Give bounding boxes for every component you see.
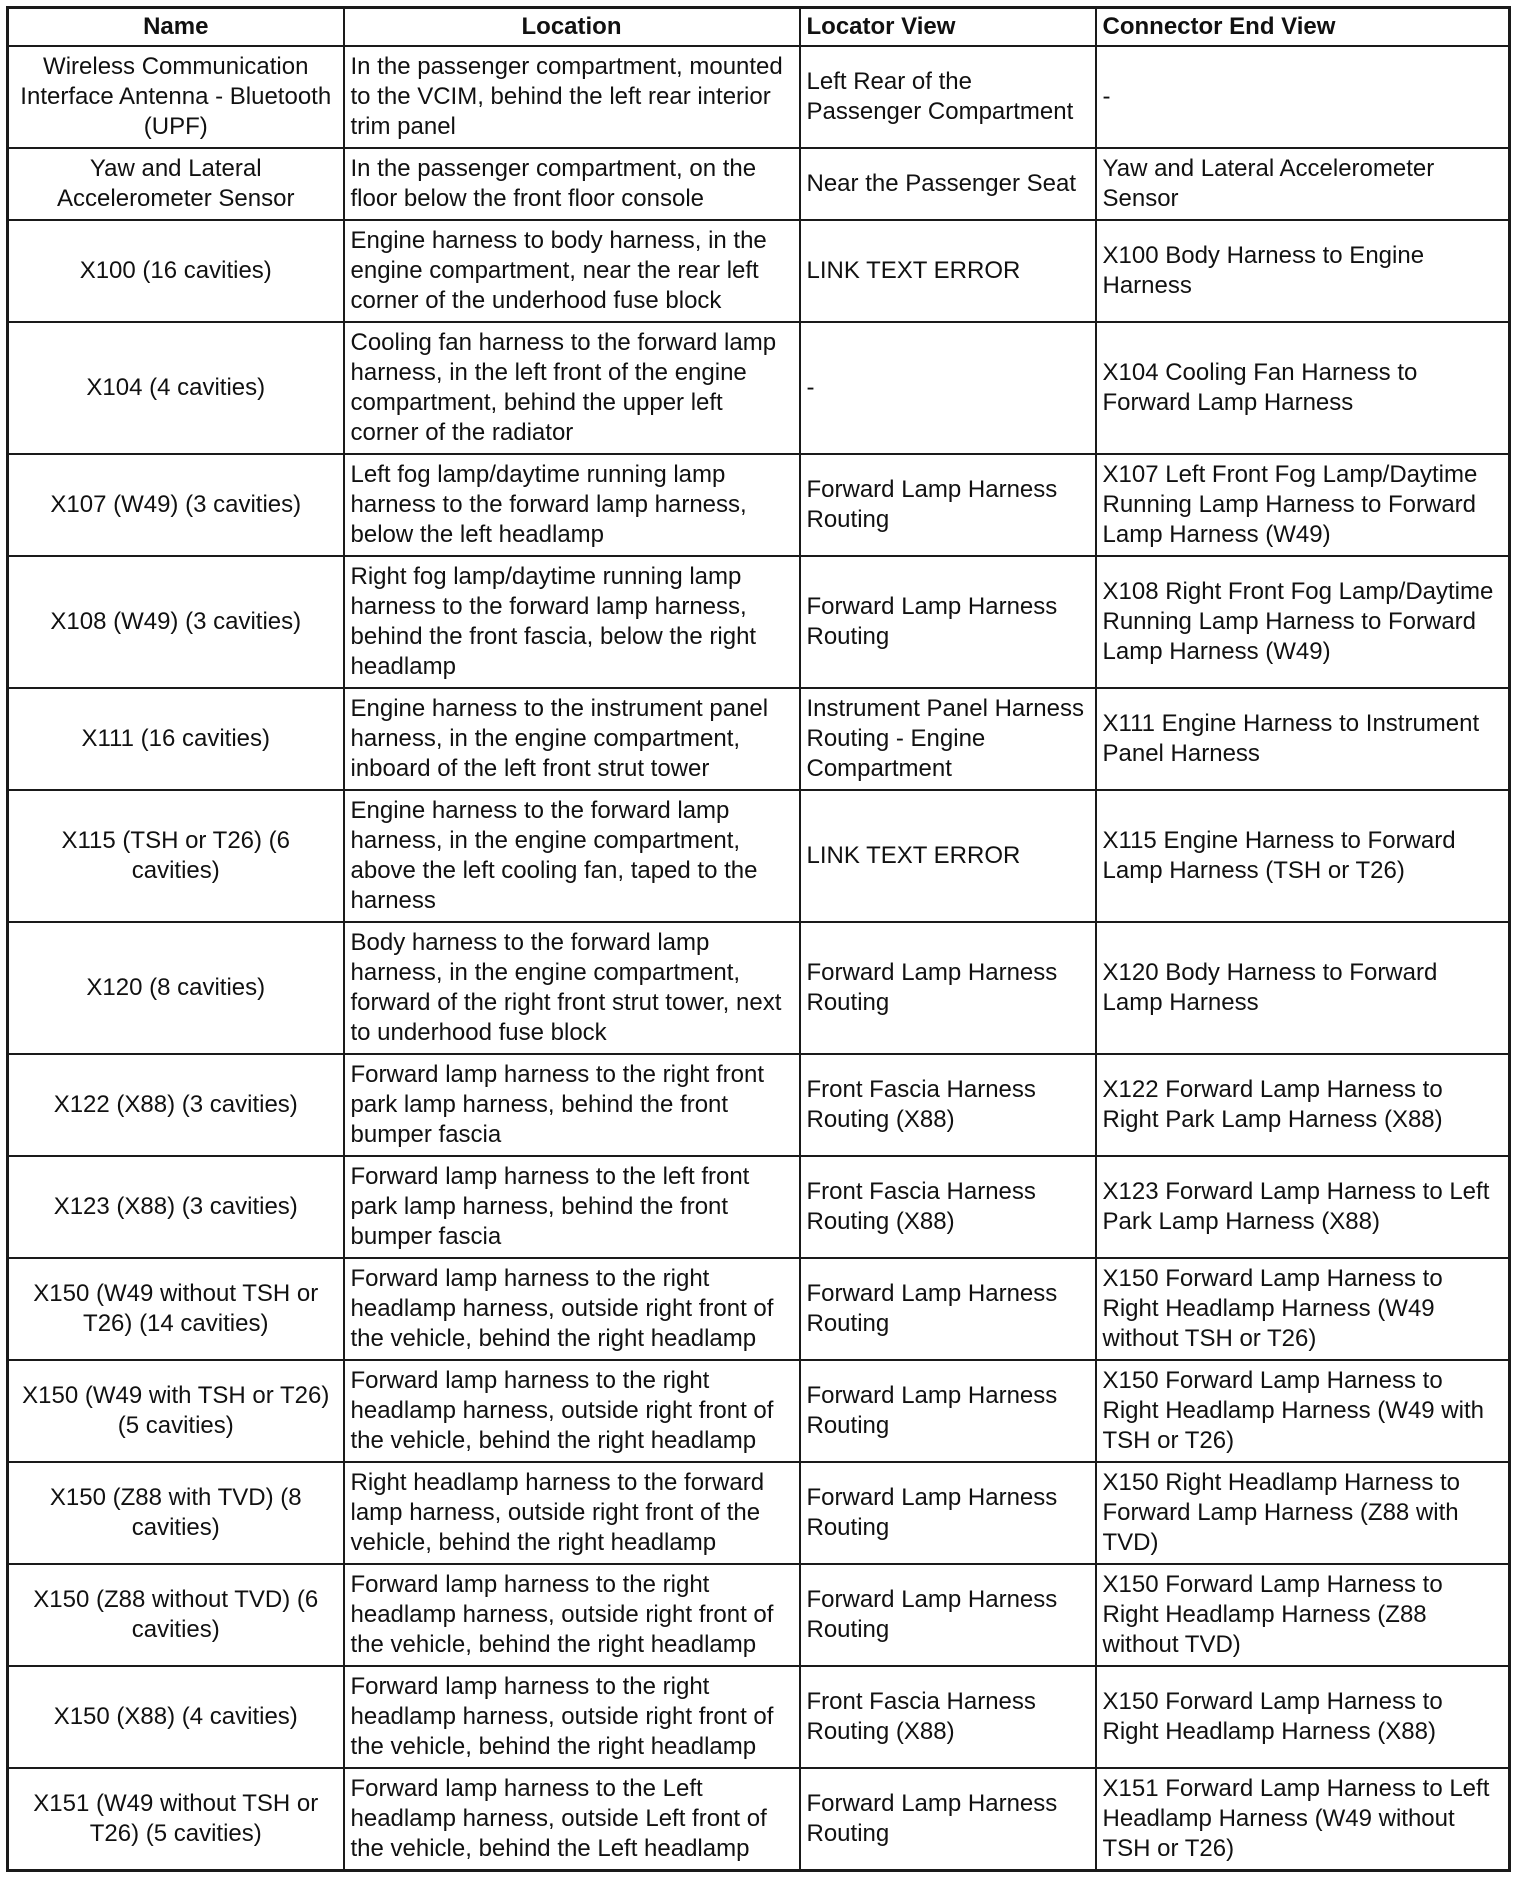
cell-connector-end-view: X100 Body Harness to Engine Harness [1096, 220, 1510, 322]
table-row [8, 1666, 1510, 1768]
cell-location: In the passenger compartment, on the floor below the front floor console [344, 148, 800, 220]
cell-locator-view: Forward Lamp Harness Routing [800, 1462, 1096, 1564]
cell-name: X150 (W49 without TSH or T26) (14 cavities) [8, 1258, 344, 1360]
cell-locator-view: Near the Passenger Seat [800, 148, 1096, 220]
cell-location: Forward lamp harness to the right headlamp harness, outside right front of the vehicle, behind the right headlamp [344, 1360, 800, 1462]
cell-connector-end-view: X151 Forward Lamp Harness to Left Headlamp Harness (W49 without TSH or T26) [1096, 1768, 1510, 1870]
cell-locator-view: LINK TEXT ERROR [800, 220, 1096, 322]
table-row [8, 454, 1510, 556]
table-row [8, 1564, 1510, 1666]
cell-location: Engine harness to the instrument panel harness, in the engine compartment, inboard of the left front strut tower [344, 688, 800, 790]
cell-location: Forward lamp harness to the right headlamp harness, outside right front of the vehicle, behind the right headlamp [344, 1258, 800, 1360]
table-row [8, 1054, 1510, 1156]
cell-connector-end-view: X111 Engine Harness to Instrument Panel Harness [1096, 688, 1510, 790]
cell-locator-view: Forward Lamp Harness Routing [800, 922, 1096, 1054]
cell-name: X150 (X88) (4 cavities) [8, 1666, 344, 1768]
cell-locator-view: Front Fascia Harness Routing (X88) [800, 1666, 1096, 1768]
cell-locator-view: Forward Lamp Harness Routing [800, 1768, 1096, 1870]
cell-location: Forward lamp harness to the Left headlamp harness, outside Left front of the vehicle, behind the Left headlamp [344, 1768, 800, 1870]
cell-name: X104 (4 cavities) [8, 322, 344, 454]
cell-name: X150 (Z88 without TVD) (6 cavities) [8, 1564, 344, 1666]
cell-name: X111 (16 cavities) [8, 688, 344, 790]
cell-name: X120 (8 cavities) [8, 922, 344, 1054]
table-row [8, 148, 1510, 220]
table-row [8, 1462, 1510, 1564]
cell-connector-end-view: X150 Forward Lamp Harness to Right Headlamp Harness (X88) [1096, 1666, 1510, 1768]
cell-location: Right headlamp harness to the forward lamp harness, outside right front of the vehicle, behind the right headlamp [344, 1462, 800, 1564]
cell-locator-view: Front Fascia Harness Routing (X88) [800, 1054, 1096, 1156]
cell-name: X107 (W49) (3 cavities) [8, 454, 344, 556]
cell-locator-view: Front Fascia Harness Routing (X88) [800, 1156, 1096, 1258]
cell-locator-view: Forward Lamp Harness Routing [800, 1564, 1096, 1666]
header-row [8, 8, 1510, 47]
cell-location: Forward lamp harness to the right headlamp harness, outside right front of the vehicle, behind the right headlamp [344, 1564, 800, 1666]
connector-table [6, 6, 1511, 1872]
cell-location: Body harness to the forward lamp harness, in the engine compartment, forward of the right front strut tower, next to underhood fuse block [344, 922, 800, 1054]
cell-location: Cooling fan harness to the forward lamp harness, in the left front of the engine compartment, behind the upper left corner of the radiator [344, 322, 800, 454]
cell-name: X115 (TSH or T26) (6 cavities) [8, 790, 344, 922]
table-row [8, 1156, 1510, 1258]
cell-connector-end-view: Yaw and Lateral Accelerometer Sensor [1096, 148, 1510, 220]
cell-locator-view: Left Rear of the Passenger Compartment [800, 46, 1096, 148]
cell-locator-view: Forward Lamp Harness Routing [800, 454, 1096, 556]
cell-name: X100 (16 cavities) [8, 220, 344, 322]
cell-name: X122 (X88) (3 cavities) [8, 1054, 344, 1156]
cell-location: Engine harness to body harness, in the engine compartment, near the rear left corner of the underhood fuse block [344, 220, 800, 322]
cell-connector-end-view: - [1096, 46, 1510, 148]
table-row [8, 556, 1510, 688]
cell-connector-end-view: X123 Forward Lamp Harness to Left Park Lamp Harness (X88) [1096, 1156, 1510, 1258]
cell-location: Forward lamp harness to the right headlamp harness, outside right front of the vehicle, behind the right headlamp [344, 1666, 800, 1768]
cell-locator-view: Forward Lamp Harness Routing [800, 1360, 1096, 1462]
header-connector-end-view: Connector End View [1096, 8, 1510, 47]
cell-location: Forward lamp harness to the right front park lamp harness, behind the front bumper fascia [344, 1054, 800, 1156]
header-location: Location [344, 8, 800, 47]
table-row [8, 922, 1510, 1054]
table-row [8, 790, 1510, 922]
cell-locator-view: Instrument Panel Harness Routing - Engine Compartment [800, 688, 1096, 790]
cell-location: Left fog lamp/daytime running lamp harness to the forward lamp harness, below the left headlamp [344, 454, 800, 556]
cell-name: X108 (W49) (3 cavities) [8, 556, 344, 688]
cell-connector-end-view: X115 Engine Harness to Forward Lamp Harness (TSH or T26) [1096, 790, 1510, 922]
cell-connector-end-view: X150 Forward Lamp Harness to Right Headlamp Harness (W49 without TSH or T26) [1096, 1258, 1510, 1360]
cell-location: Right fog lamp/daytime running lamp harness to the forward lamp harness, behind the front fascia, below the right headlamp [344, 556, 800, 688]
table-row [8, 688, 1510, 790]
cell-name: X123 (X88) (3 cavities) [8, 1156, 344, 1258]
cell-connector-end-view: X122 Forward Lamp Harness to Right Park Lamp Harness (X88) [1096, 1054, 1510, 1156]
cell-name: Yaw and Lateral Accelerometer Sensor [8, 148, 344, 220]
cell-locator-view: LINK TEXT ERROR [800, 790, 1096, 922]
table-row [8, 322, 1510, 454]
table-row [8, 1360, 1510, 1462]
cell-locator-view: Forward Lamp Harness Routing [800, 556, 1096, 688]
cell-location: Forward lamp harness to the left front park lamp harness, behind the front bumper fascia [344, 1156, 800, 1258]
cell-name: Wireless Communication Interface Antenna - Bluetooth (UPF) [8, 46, 344, 148]
cell-connector-end-view: X120 Body Harness to Forward Lamp Harness [1096, 922, 1510, 1054]
header-name: Name [8, 8, 344, 47]
cell-connector-end-view: X150 Forward Lamp Harness to Right Headlamp Harness (Z88 without TVD) [1096, 1564, 1510, 1666]
cell-connector-end-view: X108 Right Front Fog Lamp/Daytime Running Lamp Harness to Forward Lamp Harness (W49) [1096, 556, 1510, 688]
cell-name: X150 (Z88 with TVD) (8 cavities) [8, 1462, 344, 1564]
cell-location: Engine harness to the forward lamp harness, in the engine compartment, above the left cooling fan, taped to the harness [344, 790, 800, 922]
table-row [8, 1258, 1510, 1360]
cell-connector-end-view: X150 Forward Lamp Harness to Right Headlamp Harness (W49 with TSH or T26) [1096, 1360, 1510, 1462]
cell-locator-view: Forward Lamp Harness Routing [800, 1258, 1096, 1360]
cell-name: X151 (W49 without TSH or T26) (5 cavities) [8, 1768, 344, 1870]
header-locator-view: Locator View [800, 8, 1096, 47]
cell-connector-end-view: X107 Left Front Fog Lamp/Daytime Running Lamp Harness to Forward Lamp Harness (W49) [1096, 454, 1510, 556]
cell-name: X150 (W49 with TSH or T26) (5 cavities) [8, 1360, 344, 1462]
table-row [8, 1768, 1510, 1870]
cell-connector-end-view: X104 Cooling Fan Harness to Forward Lamp Harness [1096, 322, 1510, 454]
cell-connector-end-view: X150 Right Headlamp Harness to Forward Lamp Harness (Z88 with TVD) [1096, 1462, 1510, 1564]
cell-locator-view: - [800, 322, 1096, 454]
table-row [8, 46, 1510, 148]
cell-location: In the passenger compartment, mounted to the VCIM, behind the left rear interior trim panel [344, 46, 800, 148]
table-row [8, 220, 1510, 322]
